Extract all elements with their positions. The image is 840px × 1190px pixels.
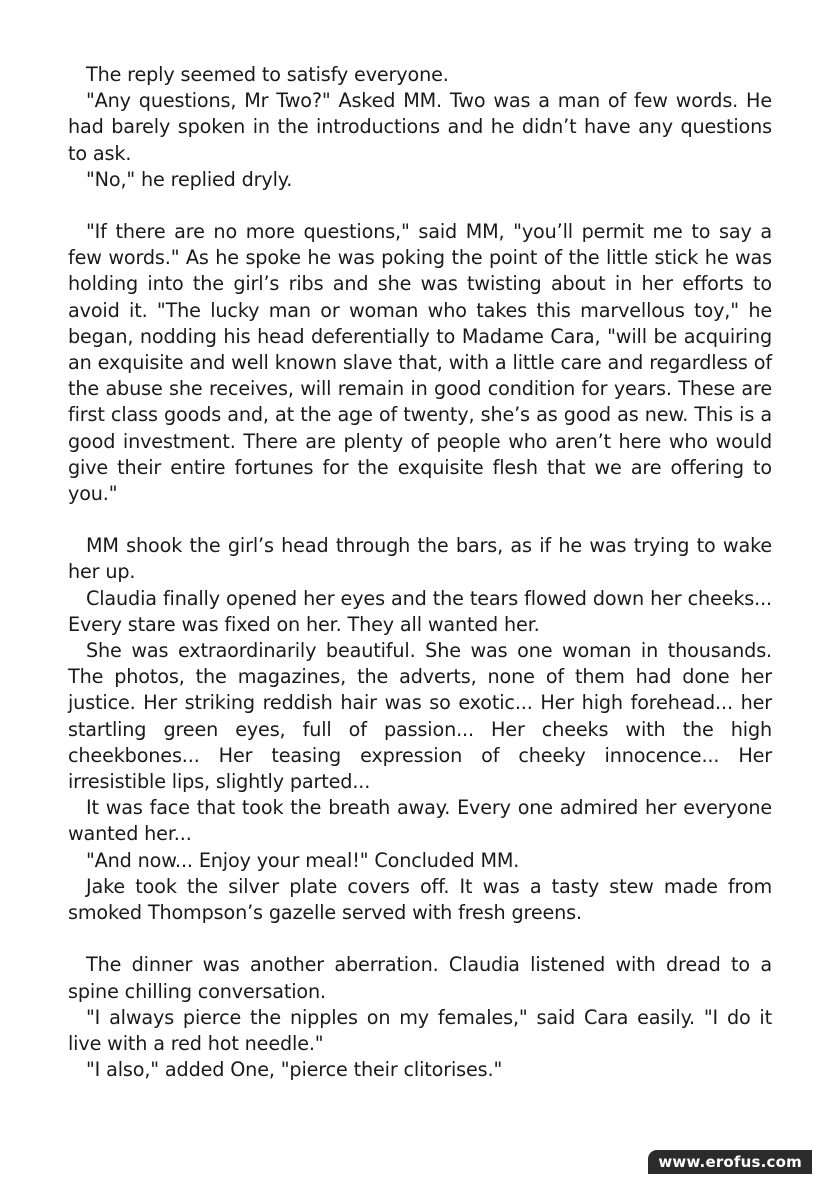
paragraph-7: She was extraordinarily beautiful. She was one woman in thousands. The photos, the magazines, the adverts, none of them had done her justice. Her striking reddish hair was so exotic... Her high forehead... her startling green eyes, full of passion... Her cheeks with the high cheekbones... Her teasing expression of cheeky innocence... Her irresistible lips, slightly parted... (68, 639, 772, 794)
paragraph-5: MM shook the girl’s head through the bars, as if he was trying to wake her up. (68, 534, 772, 584)
paragraph-1: The reply seemed to satisfy everyone. (86, 63, 449, 86)
paragraph-2: "Any questions, Mr Two?" Asked MM. Two was a man of few words. He had barely spoken in the introductions and he didn’t have any questions to ask. (68, 89, 772, 165)
paragraph-10: Jake took the silver plate covers off. It was a tasty stew made from smoked Thompson’s gazelle served with fresh greens. (68, 874, 772, 925)
paragraph-4: "If there are no more questions," said MM, "you’ll permit me to say a few words." As he spoke he was poking the point of the little stick he was holding into the girl’s ribs and she was twisting about in her efforts to avoid it. "The lucky man or woman who takes this marvellous toy," he began, nodding his head deferentially to Madame Cara, "will be acquiring an exquisite and well known slave that, with a little care and regardless of the abuse she receives, will remain in good condition for years. These are first class goods and, at the age of twenty, she’s as good as new. This is a good investment. There are plenty of people who aren’t here who would give their entire fortunes for the exquisite flesh that we are offering to you." (68, 220, 772, 506)
section-break (68, 507, 772, 533)
paragraph-12: "I always pierce the nipples on my females," said Cara easily. "I do it live with a red hot needle." (68, 1005, 772, 1055)
paragraph-6: Claudia finally opened her eyes and the tears flowed down her cheeks... Every stare was fixed on her. They all wanted her. (68, 586, 772, 636)
paragraph-8: It was face that took the breath away. Every one admired her everyone wanted her... (68, 796, 772, 846)
paragraph-11: The dinner was another aberration. Claudia listened with dread to a spine chilling conversation. (68, 953, 772, 1003)
paragraph-13: "I also," added One, "pierce their clitorises." (86, 1058, 503, 1082)
paragraph-3: "No," he replied dryly. (86, 167, 293, 191)
section-break (68, 926, 772, 952)
watermark: www.erofus.com (648, 1150, 812, 1174)
section-break (68, 193, 772, 219)
paragraph-9: "And now... Enjoy your meal!" Concluded MM. (86, 848, 520, 872)
document-page (68, 62, 772, 1083)
